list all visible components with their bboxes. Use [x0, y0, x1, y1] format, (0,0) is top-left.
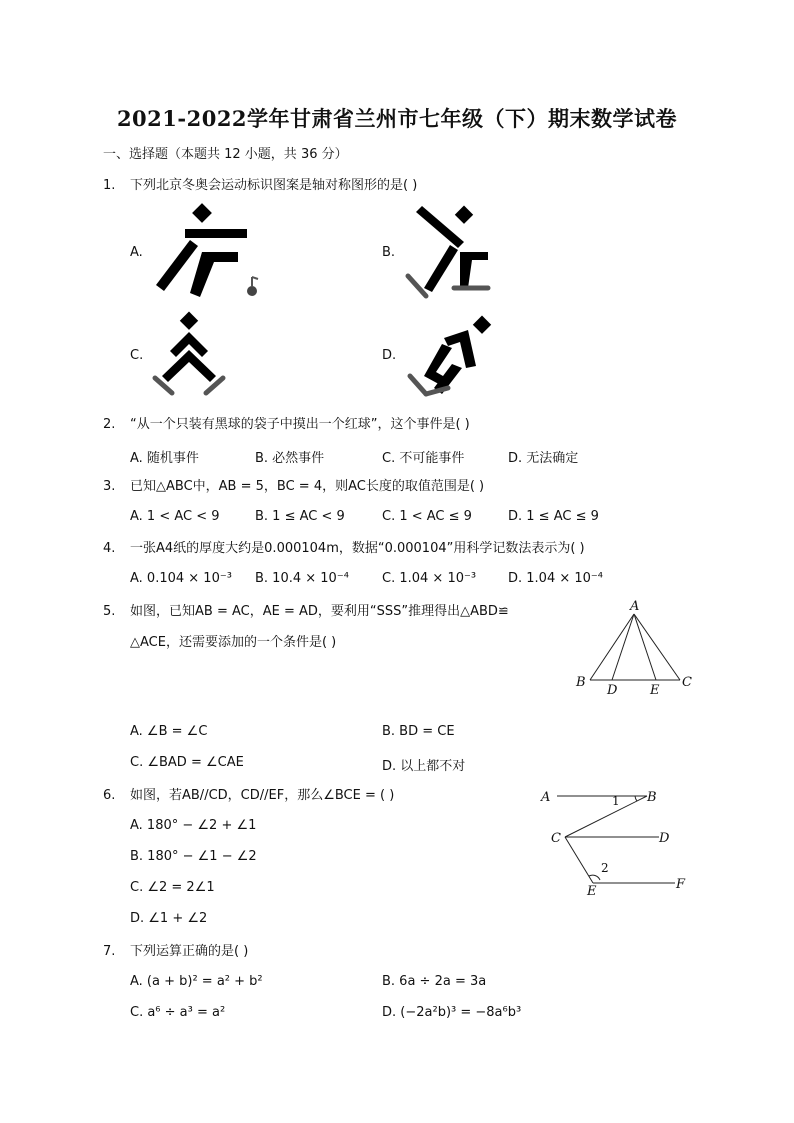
q6-label-f: F	[676, 877, 686, 892]
q2-option-d: D. 无法确定	[508, 451, 579, 466]
q3-option-c: C. 1 < AC ≤ 9	[382, 509, 472, 524]
q1-text: 下列北京冬奥会运动标识图案是轴对称图形的是( )	[130, 178, 418, 193]
q4-option-d: D. 1.04 × 10⁻⁴	[508, 571, 603, 586]
q1-option-d: D.	[382, 348, 397, 363]
pictogram-c-image	[150, 308, 240, 398]
q5-label-b: B	[576, 675, 586, 690]
pictogram-d-image	[402, 308, 502, 403]
q5-label-d: D	[607, 683, 618, 698]
q1-option-a: A.	[130, 245, 143, 260]
q5-label-c: C	[682, 675, 692, 690]
q7-text: 下列运算正确的是( )	[130, 944, 249, 959]
q6-option-b: B. 180° − ∠1 − ∠2	[130, 849, 257, 864]
q5-label-e: E	[650, 683, 660, 698]
q2-option-c: C. 不可能事件	[382, 451, 465, 466]
q6-number: 6.	[103, 788, 116, 803]
q6-text: 如图，若AB//CD，CD//EF，那么∠BCE = ( )	[130, 788, 395, 803]
q4-option-b: B. 10.4 × 10⁻⁴	[255, 571, 349, 586]
q5-option-b: B. BD = CE	[382, 724, 455, 739]
q6-label-c: C	[551, 831, 561, 846]
q6-label-a: A	[541, 790, 551, 805]
q4-text: 一张A4纸的厚度大约是0.000104m，数据“0.000104”用科学记数法表示为( )	[130, 541, 585, 556]
q2-option-a: A. 随机事件	[130, 451, 199, 466]
pictogram-b-image	[402, 200, 502, 300]
q5-text-line2: △ACE，还需要添加的一个条件是( )	[130, 635, 337, 650]
q5-number: 5.	[103, 604, 116, 619]
page-title: 2021-2022学年甘肃省兰州市七年级（下）期末数学试卷	[116, 106, 678, 131]
q3-option-d: D. 1 ≤ AC ≤ 9	[508, 509, 599, 524]
q2-number: 2.	[103, 417, 116, 432]
q5-label-a: A	[630, 599, 640, 614]
pictogram-a-image	[150, 200, 270, 300]
q4-option-c: C. 1.04 × 10⁻³	[382, 571, 477, 586]
q7-option-a: A. (a + b)² = a² + b²	[130, 974, 263, 989]
q5-text-line1: 如图，已知AB = AC，AE = AD，要利用“SSS”推理得出△ABD≌	[130, 604, 509, 619]
q5-option-c: C. ∠BAD = ∠CAE	[130, 755, 244, 770]
q7-option-b: B. 6a ÷ 2a = 3a	[382, 974, 487, 989]
q4-option-a: A. 0.104 × 10⁻³	[130, 571, 232, 586]
q3-option-b: B. 1 ≤ AC < 9	[255, 509, 345, 524]
q5-triangle-figure	[572, 598, 702, 698]
q6-label-e: E	[587, 884, 597, 899]
q6-option-d: D. ∠1 + ∠2	[130, 911, 208, 926]
q1-option-c: C.	[130, 348, 144, 363]
q7-option-c: C. a⁶ ÷ a³ = a²	[130, 1005, 226, 1020]
q5-option-d: D. 以上都不对	[382, 759, 466, 774]
q1-option-b: B.	[382, 245, 396, 260]
q7-number: 7.	[103, 944, 116, 959]
q6-label-d: D	[659, 831, 670, 846]
q5-option-a: A. ∠B = ∠C	[130, 724, 208, 739]
q6-parallel-lines-figure	[535, 784, 695, 899]
q3-number: 3.	[103, 479, 116, 494]
q1-number: 1.	[103, 178, 116, 193]
q2-text: “从一个只装有黑球的袋子中摸出一个红球”，这个事件是( )	[130, 417, 470, 432]
q2-option-b: B. 必然事件	[255, 451, 325, 466]
q3-text: 已知△ABC中，AB = 5，BC = 4，则AC长度的取值范围是( )	[130, 479, 485, 494]
q3-option-a: A. 1 < AC < 9	[130, 509, 220, 524]
section-heading: 一、选择题（本题共 12 小题，共 36 分）	[103, 147, 348, 162]
q6-label-b: B	[647, 790, 657, 805]
q6-label-angle2: 2	[601, 861, 609, 875]
q7-option-d: D. (−2a²b)³ = −8a⁶b³	[382, 1005, 522, 1020]
q4-number: 4.	[103, 541, 116, 556]
q6-option-a: A. 180° − ∠2 + ∠1	[130, 818, 257, 833]
q6-label-angle1: 1	[612, 794, 620, 808]
q6-option-c: C. ∠2 = 2∠1	[130, 880, 215, 895]
